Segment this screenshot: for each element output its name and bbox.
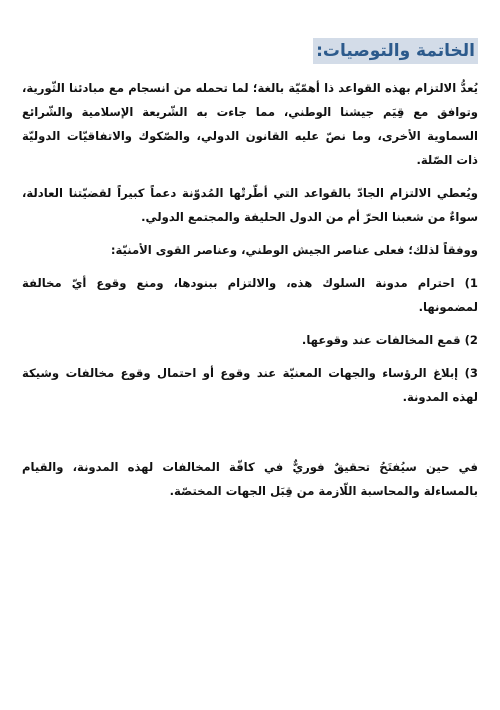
paragraph-accordingly: ووفقاً لذلك؛ فعلى عناصر الجيش الوطني، وعناصر القوى الأمنيّة: xyxy=(110,243,478,257)
heading-container xyxy=(22,38,478,64)
paragraph-importance: يُعدُّ الالتزام بهذه القواعد ذا أهمّيّة بالغة؛ لما تحمله من انسجام مع مبادئنا الثّورية، وتوافق مع قِيَم جيشنا الوطني، مما جاءت به الشّريعة الإسلامية والشّرائع السماوية الأخرى، وما نصّ عليه القانون الدولي، والصّكوك والاتفاقيّات الدوليّة ذات الصّلة. xyxy=(22,81,478,167)
list-item-2: 2) قمع المخالفات عند وقوعها. xyxy=(301,333,478,347)
section-heading: الخاتمة والتوصيات: xyxy=(313,38,478,64)
list-item-3: 3) إبلاغ الرؤساء والجهات المعنيّة عند وقوع أو احتمال وقوع مخالفات وشيكة لهذه المدونة. xyxy=(22,366,478,404)
list-item-1: 1) احترام مدونة السلوك هذه، والالتزام ببنودها، ومنع وقوع أيّ مخالفة لمضمونها. xyxy=(22,276,478,314)
paragraph-support: ويُعطي الالتزام الجادّ بالقواعد التي أطّرتْها المُدوّنة دعماً كبيراً لقضيّتنا العادلة، سواءٌ من شعبنا الحرّ أم من الدول الحليفة والمجتمع الدولي. xyxy=(22,186,478,224)
paragraph-investigation: في حين سيُفتَحُ تحقيقٌ فوريٌّ في كافّة المخالفات لهذه المدونة، والقيام بالمساءلة والمحاسبة اللّازمة من قِبَل الجهات المختصّة. xyxy=(22,460,478,498)
